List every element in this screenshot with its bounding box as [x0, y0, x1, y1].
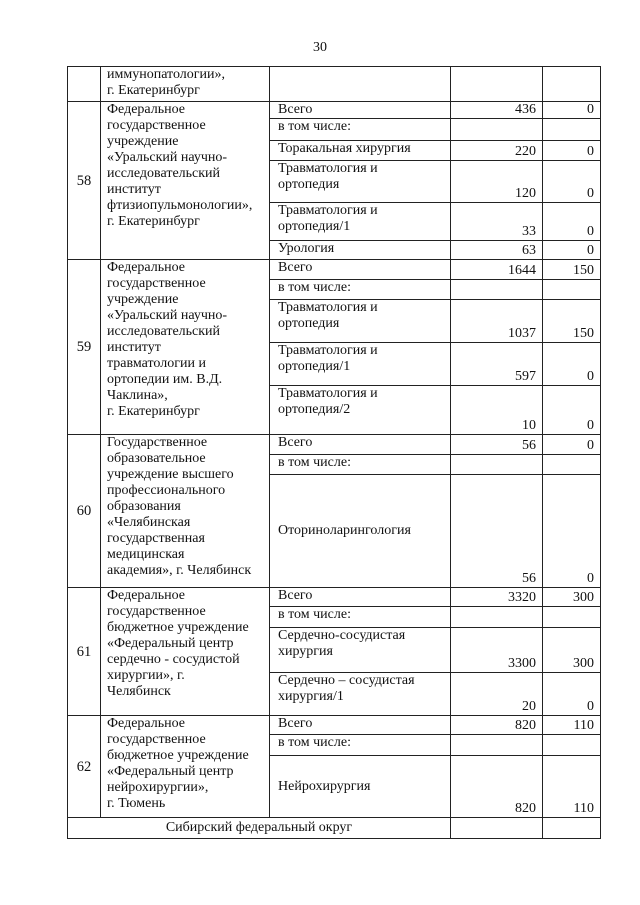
organization-cell: Федеральное государственное бюджетное учреждение «Федеральный центр сердечно - сосудистой хирургии», г. Челябинск — [101, 588, 270, 716]
profile-cell: Всего — [270, 716, 451, 735]
organization-cell: Федеральное государственное бюджетное учреждение «Федеральный центр нейрохирургии», г. Тюмень — [101, 716, 270, 818]
total-value-cell: 10 — [451, 386, 543, 435]
profile-cell: в том числе: — [270, 280, 451, 300]
total-value-cell: 1644 — [451, 260, 543, 280]
table-row — [68, 818, 601, 839]
row-number-cell — [68, 67, 101, 102]
profile-cell: Сердечно – сосудистая хирургия/1 — [270, 673, 451, 716]
total-value-cell — [451, 119, 543, 141]
total-value-cell: 1037 — [451, 300, 543, 343]
profile-cell: в том числе: — [270, 735, 451, 756]
district-header-cell: Сибирский федеральный округ — [68, 818, 451, 839]
profile-cell: Травматология и ортопедия/1 — [270, 343, 451, 386]
profile-cell: Урология — [270, 241, 451, 260]
page-number: 30 — [313, 40, 327, 55]
profile-cell: в том числе: — [270, 455, 451, 475]
table-row — [68, 716, 601, 735]
hightech-value-cell — [543, 280, 601, 300]
table-row — [68, 102, 601, 119]
profile-cell: в том числе: — [270, 607, 451, 628]
hightech-value-cell: 0 — [543, 673, 601, 716]
hightech-value-cell: 110 — [543, 756, 601, 818]
hightech-value-cell: 0 — [543, 435, 601, 455]
total-value-cell — [451, 818, 543, 839]
total-value-cell: 33 — [451, 203, 543, 241]
total-value-cell: 20 — [451, 673, 543, 716]
profile-cell: Всего — [270, 102, 451, 119]
allocation-table — [67, 66, 601, 839]
profile-cell: Травматология и ортопедия/1 — [270, 203, 451, 241]
profile-cell: Всего — [270, 588, 451, 607]
profile-cell: Всего — [270, 260, 451, 280]
profile-cell: Нейрохирургия — [270, 756, 451, 818]
profile-cell: Травматология и ортопедия/2 — [270, 386, 451, 435]
row-number-cell: 58 — [68, 102, 101, 260]
hightech-value-cell — [543, 818, 601, 839]
total-value-cell: 63 — [451, 241, 543, 260]
total-value-cell: 597 — [451, 343, 543, 386]
hightech-value-cell: 110 — [543, 716, 601, 735]
total-value-cell — [451, 455, 543, 475]
organization-cell: Федеральное государственное учреждение «Уральский научно- исследовательский институт фтизиопульмонологии», г. Екатеринбург — [101, 102, 270, 260]
hightech-value-cell: 0 — [543, 475, 601, 588]
total-value-cell: 56 — [451, 435, 543, 455]
hightech-value-cell: 0 — [543, 102, 601, 119]
hightech-value-cell: 150 — [543, 300, 601, 343]
hightech-value-cell: 300 — [543, 628, 601, 673]
total-value-cell — [451, 735, 543, 756]
row-number-cell: 60 — [68, 435, 101, 588]
hightech-value-cell: 300 — [543, 588, 601, 607]
organization-cell: Государственное образовательное учреждение высшего профессионального образования «Челябинская государственная медицинская академия», г. Челябинск — [101, 435, 270, 588]
hightech-value-cell: 0 — [543, 141, 601, 161]
profile-cell: Сердечно-сосудистая хирургия — [270, 628, 451, 673]
table-row — [68, 67, 601, 102]
row-number-cell: 61 — [68, 588, 101, 716]
total-value-cell — [451, 607, 543, 628]
table-row — [68, 588, 601, 607]
hightech-value-cell — [543, 607, 601, 628]
total-value-cell: 3320 — [451, 588, 543, 607]
total-value-cell — [451, 67, 543, 102]
organization-cell: иммунопатологии», г. Екатеринбург — [101, 67, 270, 102]
total-value-cell: 436 — [451, 102, 543, 119]
row-number-cell: 62 — [68, 716, 101, 818]
total-value-cell: 820 — [451, 716, 543, 735]
total-value-cell: 56 — [451, 475, 543, 588]
hightech-value-cell: 0 — [543, 241, 601, 260]
profile-cell: Травматология и ортопедия — [270, 300, 451, 343]
profile-cell — [270, 67, 451, 102]
total-value-cell: 220 — [451, 141, 543, 161]
total-value-cell — [451, 280, 543, 300]
total-value-cell: 820 — [451, 756, 543, 818]
profile-cell: Травматология и ортопедия — [270, 161, 451, 203]
total-value-cell: 120 — [451, 161, 543, 203]
hightech-value-cell: 0 — [543, 161, 601, 203]
profile-cell: Торакальная хирургия — [270, 141, 451, 161]
hightech-value-cell: 150 — [543, 260, 601, 280]
hightech-value-cell — [543, 455, 601, 475]
profile-cell: Всего — [270, 435, 451, 455]
table-row — [68, 260, 601, 280]
table-row — [68, 435, 601, 455]
hightech-value-cell — [543, 735, 601, 756]
organization-cell: Федеральное государственное учреждение «Уральский научно- исследовательский институт травматологии и ортопедии им. В.Д. Чаклина», г. Екатеринбург — [101, 260, 270, 435]
hightech-value-cell — [543, 119, 601, 141]
hightech-value-cell: 0 — [543, 386, 601, 435]
hightech-value-cell: 0 — [543, 343, 601, 386]
profile-cell: Оториноларингология — [270, 475, 451, 588]
profile-cell: в том числе: — [270, 119, 451, 141]
row-number-cell: 59 — [68, 260, 101, 435]
total-value-cell: 3300 — [451, 628, 543, 673]
hightech-value-cell — [543, 67, 601, 102]
hightech-value-cell: 0 — [543, 203, 601, 241]
